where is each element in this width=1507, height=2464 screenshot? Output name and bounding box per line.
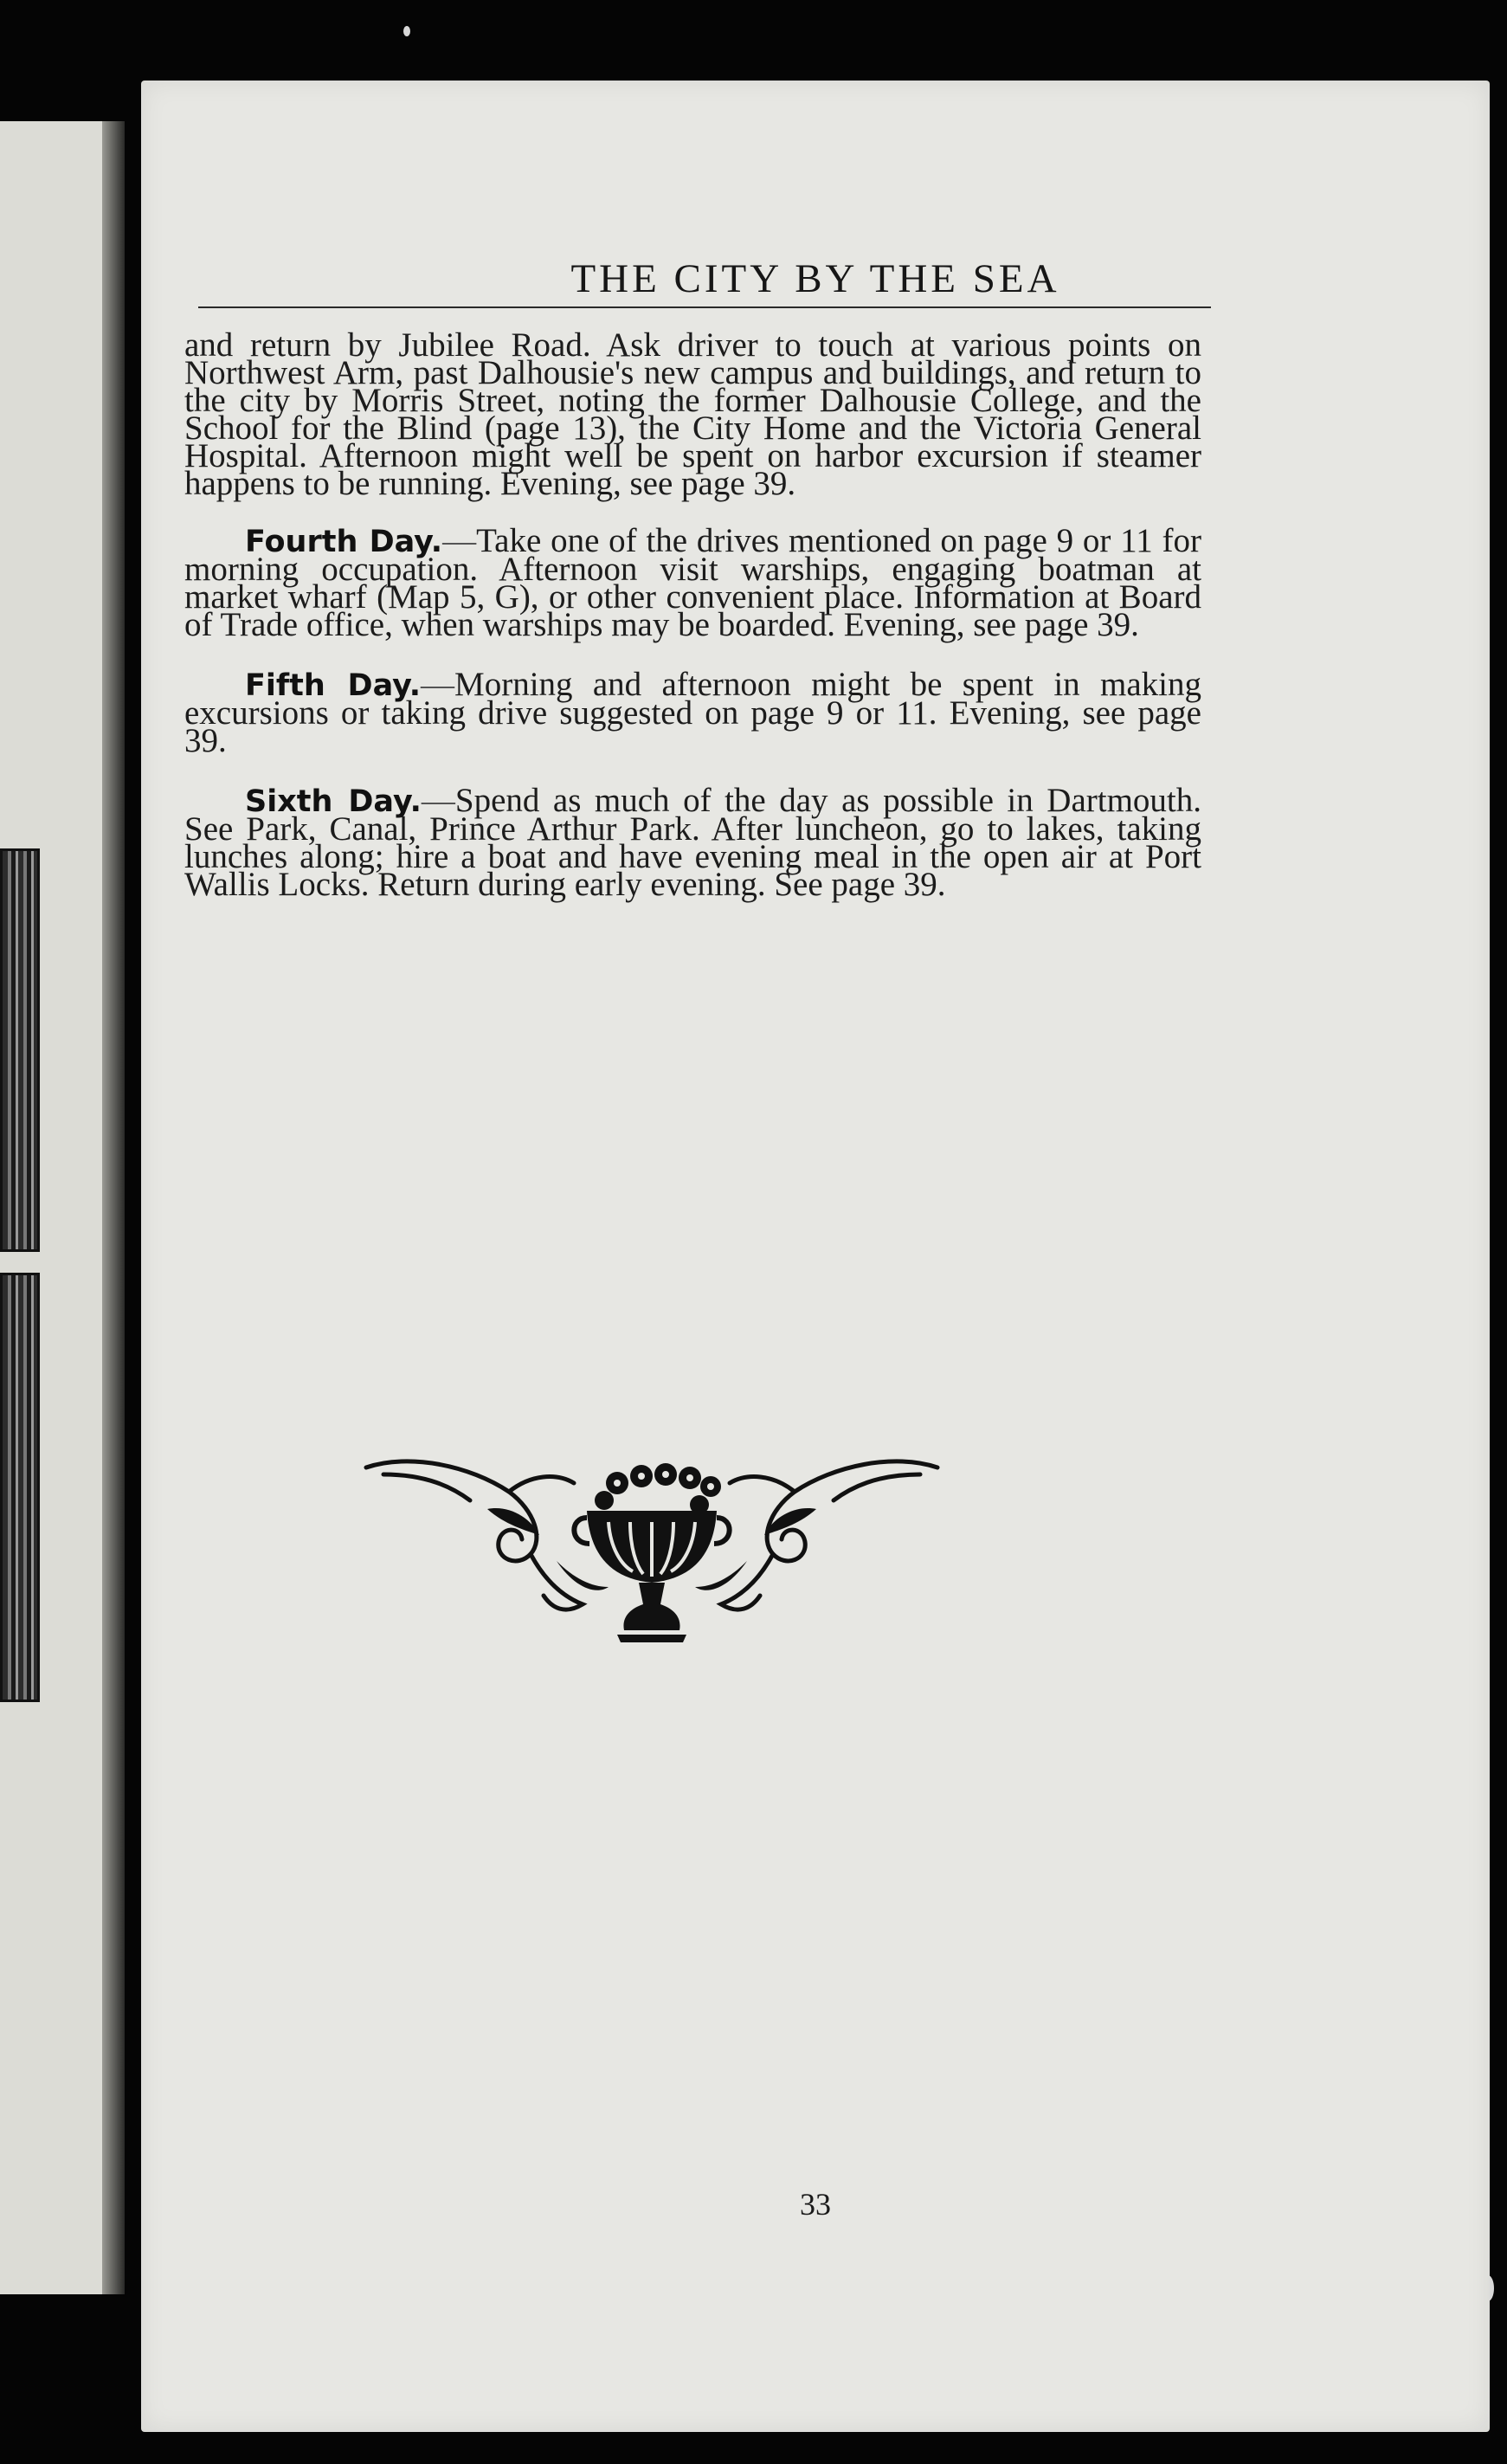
day-paragraph <box>184 522 1201 643</box>
film-speck <box>403 26 410 36</box>
day-paragraph <box>184 666 1201 759</box>
em-dash: — <box>421 666 455 703</box>
previous-page-photo-fragment <box>0 1273 40 1702</box>
previous-page-photo-fragment <box>0 848 40 1252</box>
day-text: Take one of the drives mentioned on page 9 or 11 for morning occupation. Afternoon visit warships, engaging boatman at market wharf (Map 5, G), or other convenient place. Information at Board of Trade office, when warships may be boarded. Evening, see page 39. <box>184 522 1201 643</box>
previous-page-edge <box>0 121 124 2294</box>
running-header: THE CITY BY THE SEA <box>570 256 1060 301</box>
continuation-paragraph: and return by Jubilee Road. Ask driver to touch at various points on Northwest Arm, past Dalhousie's new campus and buildings, and return to the city by Morris Street, noting the former Dalhousie College, and the School for the Blind (page 13), the City Home and the Victoria General Hospital. Afternoon might well be spent on harbor excursion if steamer happens to be running. Evening, see page 39. <box>184 326 1201 502</box>
day-paragraph <box>184 782 1201 903</box>
em-dash: — <box>442 522 477 559</box>
page-body <box>184 326 1201 931</box>
day-heading: Sixth Day. <box>245 784 422 819</box>
header-rule <box>198 306 1211 308</box>
day-text: Spend as much of the day as possible in Dartmouth. See Park, Canal, Prince Arthur Park. After luncheon, go to lakes, taking lunches along; hire a boat and have evening meal in the open air at Port Wallis Locks. Return during early evening. See page 39. <box>184 782 1201 903</box>
gutter-shadow <box>102 121 125 2294</box>
day-text: Morning and afternoon might be spent in making excursions or taking drive suggested on page 9 or 11. Evening, see page 39. <box>184 666 1201 759</box>
book-page <box>141 81 1490 2432</box>
day-heading: Fifth Day. <box>245 668 422 703</box>
em-dash: — <box>421 782 455 819</box>
page-number: 33 <box>800 2187 831 2222</box>
urn-scroll-ornament-icon <box>357 1457 946 1648</box>
day-heading: Fourth Day. <box>245 525 443 559</box>
